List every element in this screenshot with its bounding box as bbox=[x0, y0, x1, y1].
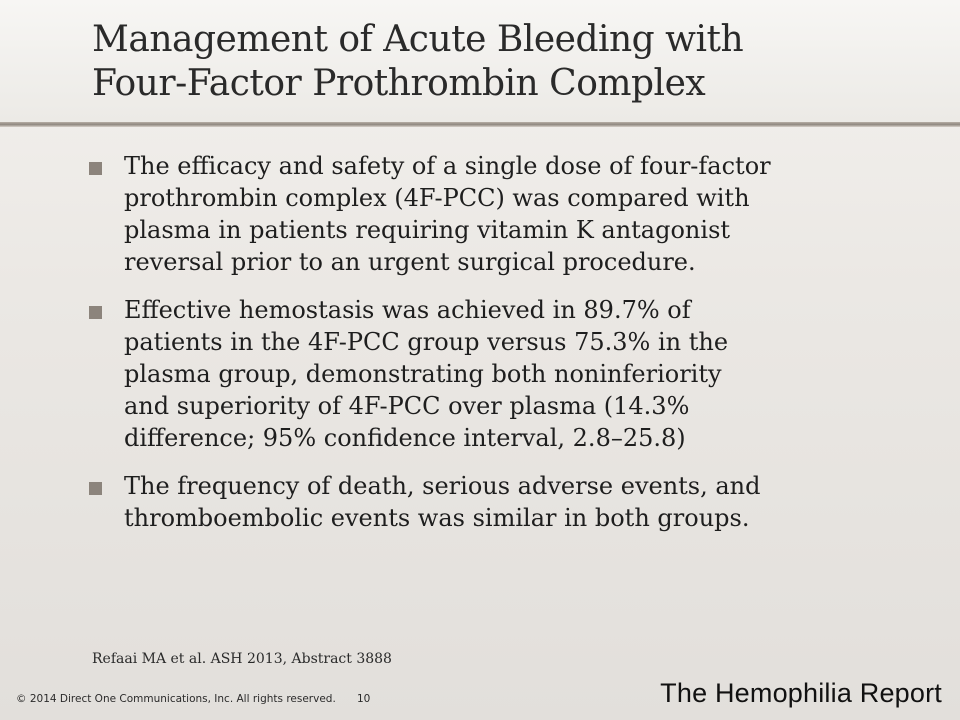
bullet-text-line: reversal prior to an urgent surgical procedure. bbox=[124, 248, 696, 276]
page-number: 10 bbox=[357, 693, 371, 705]
slide-title-line: Four-Factor Prothrombin Complex bbox=[92, 63, 706, 104]
bullet-text-line: patients in the 4F-PCC group versus 75.3% in the bbox=[124, 328, 729, 356]
square-bullet-icon bbox=[89, 306, 102, 319]
bullet-text-line: Effective hemostasis was achieved in 89.7% of bbox=[124, 296, 691, 324]
bullet-text-line: thromboembolic events was similar in both groups. bbox=[124, 504, 750, 532]
footer-copyright: © 2014 Direct One Communications, Inc. All rights reserved. bbox=[16, 693, 336, 705]
square-bullet-icon bbox=[89, 162, 102, 175]
bullet-list bbox=[86, 150, 886, 550]
bullet-text-line: and superiority of 4F-PCC over plasma (14.3% bbox=[124, 392, 690, 420]
reference-citation: Refaai MA et al. ASH 2013, Abstract 3888 bbox=[92, 651, 392, 667]
bullet-text-line: prothrombin complex (4F-PCC) was compared with bbox=[124, 184, 750, 212]
square-bullet-icon bbox=[89, 482, 102, 495]
bullet-text-line: difference; 95% confidence interval, 2.8–25.8) bbox=[124, 424, 686, 452]
bullet-text-line: The efficacy and safety of a single dose of four-factor bbox=[124, 152, 771, 180]
bullet-text-line: plasma in patients requiring vitamin K antagonist bbox=[124, 216, 731, 244]
bullet-text-line: plasma group, demonstrating both noninferiority bbox=[124, 360, 722, 388]
bullet-item bbox=[86, 150, 886, 278]
bullet-item bbox=[86, 294, 886, 454]
bullet-item bbox=[86, 470, 886, 534]
slide-title bbox=[92, 18, 912, 106]
slide-title-line: Management of Acute Bleeding with bbox=[92, 19, 744, 60]
title-divider bbox=[0, 122, 960, 127]
brand-logo-text: The Hemophilia Report bbox=[660, 678, 942, 708]
bullet-text-line: The frequency of death, serious adverse events, and bbox=[124, 472, 761, 500]
